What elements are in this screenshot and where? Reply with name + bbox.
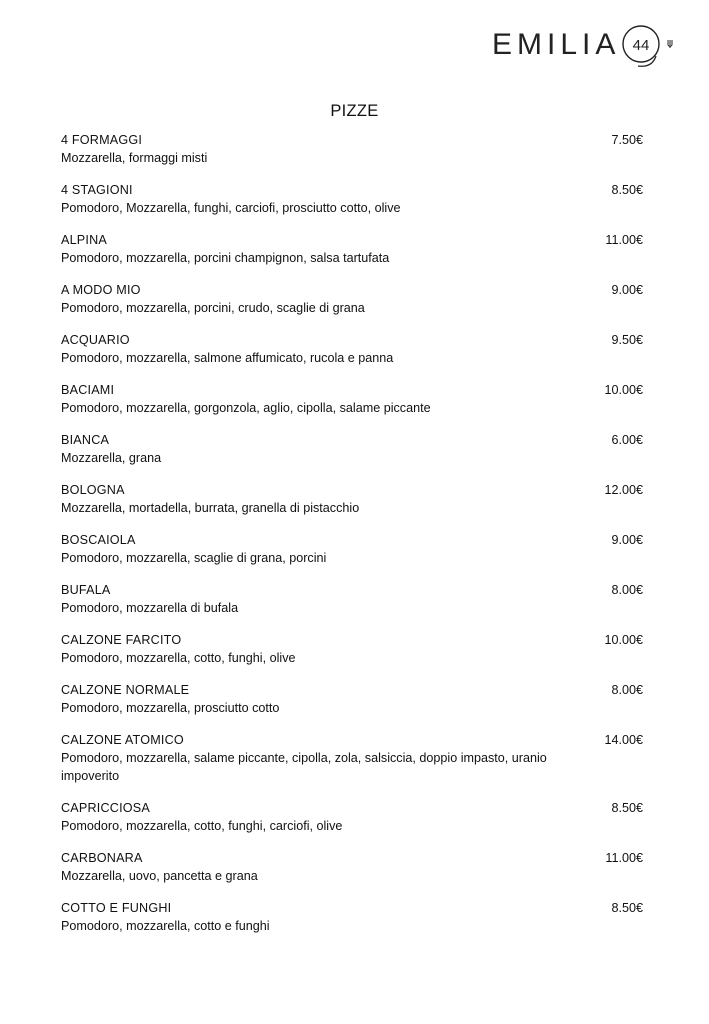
menu-item-name: BOLOGNA <box>61 483 125 497</box>
menu-item-name: COTTO E FUNGHI <box>61 901 172 915</box>
menu-item <box>61 331 643 367</box>
menu-item-description: Pomodoro, mozzarella, cotto e funghi <box>61 919 270 933</box>
menu-item-header <box>61 481 643 499</box>
menu-item-name: CALZONE ATOMICO <box>61 733 184 747</box>
menu-item <box>61 131 643 167</box>
menu-item-name: A MODO MIO <box>61 283 141 297</box>
menu-item-price: 11.00€ <box>605 851 643 865</box>
menu-item-header <box>61 899 643 917</box>
menu-item-header <box>61 431 643 449</box>
menu-list <box>61 131 643 949</box>
menu-item-header <box>61 849 643 867</box>
menu-item <box>61 899 643 935</box>
menu-item <box>61 681 643 717</box>
brand-badge: 44 <box>632 37 650 54</box>
menu-item-header <box>61 799 643 817</box>
menu-item-price: 8.00€ <box>611 583 643 597</box>
menu-item-description: Pomodoro, mozzarella, gorgonzola, aglio, cipolla, salame piccante <box>61 401 431 415</box>
fork-icon <box>668 40 672 48</box>
menu-item <box>61 581 643 617</box>
menu-item-name: BOSCAIOLA <box>61 533 136 547</box>
menu-item-description: Mozzarella, mortadella, burrata, granella di pistacchio <box>61 501 360 515</box>
menu-item-price: 6.00€ <box>611 433 643 447</box>
menu-item-header <box>61 231 643 249</box>
menu-item-price: 9.00€ <box>611 533 643 547</box>
menu-item-header <box>61 181 643 199</box>
brand-logo <box>490 14 690 74</box>
menu-item-name: 4 FORMAGGI <box>61 133 143 147</box>
menu-item-name: 4 STAGIONI <box>61 183 133 197</box>
menu-item-header <box>61 531 643 549</box>
menu-item-price: 12.00€ <box>604 483 643 497</box>
menu-item-description: Pomodoro, mozzarella, cotto, funghi, carciofi, olive <box>61 819 343 833</box>
menu-item-description: Pomodoro, Mozzarella, funghi, carciofi, prosciutto cotto, olive <box>61 201 401 215</box>
menu-item-header <box>61 631 643 649</box>
menu-item <box>61 481 643 517</box>
menu-item <box>61 799 643 835</box>
menu-item-price: 9.00€ <box>611 283 643 297</box>
menu-item-price: 8.50€ <box>611 901 643 915</box>
menu-item <box>61 281 643 317</box>
menu-item-description: Pomodoro, mozzarella, salmone affumicato, rucola e panna <box>61 351 394 365</box>
menu-item-price: 8.50€ <box>611 183 643 197</box>
menu-item-name: BUFALA <box>61 583 111 597</box>
menu-item-price: 14.00€ <box>604 733 643 747</box>
brand-name: EMILIA <box>492 28 621 61</box>
menu-item-header <box>61 281 643 299</box>
menu-item-price: 11.00€ <box>605 233 643 247</box>
menu-item-price: 8.50€ <box>611 801 643 815</box>
menu-item-price: 7.50€ <box>611 133 643 147</box>
menu-item-name: ACQUARIO <box>61 333 130 347</box>
menu-item-header <box>61 131 643 149</box>
menu-item-name: ALPINA <box>61 233 107 247</box>
menu-item <box>61 381 643 417</box>
menu-item-name: CALZONE NORMALE <box>61 683 190 697</box>
menu-item-name: BACIAMI <box>61 383 115 397</box>
menu-item-description: Mozzarella, grana <box>61 451 162 465</box>
emilia-logo-icon <box>490 14 690 74</box>
menu-item-name: CAPRICCIOSA <box>61 801 150 815</box>
menu-item-description: Pomodoro, mozzarella, salame piccante, cipolla, zola, salsiccia, doppio impasto, uranio impoverito <box>61 751 547 783</box>
menu-item-header <box>61 331 643 349</box>
menu-item-header <box>61 381 643 399</box>
menu-item-price: 8.00€ <box>611 683 643 697</box>
menu-item <box>61 181 643 217</box>
menu-item-header <box>61 731 643 749</box>
menu-item-price: 9.50€ <box>611 333 643 347</box>
menu-item-description: Pomodoro, mozzarella di bufala <box>61 601 239 615</box>
menu-item-header <box>61 581 643 599</box>
menu-item <box>61 631 643 667</box>
menu-item-price: 10.00€ <box>604 633 643 647</box>
menu-item-price: 10.00€ <box>604 383 643 397</box>
menu-item <box>61 731 643 785</box>
menu-item-description: Pomodoro, mozzarella, porcini, crudo, scaglie di grana <box>61 301 365 315</box>
menu-item-name: CARBONARA <box>61 851 143 865</box>
menu-item-description: Mozzarella, formaggi misti <box>61 151 208 165</box>
menu-item-description: Pomodoro, mozzarella, prosciutto cotto <box>61 701 280 715</box>
menu-item <box>61 849 643 885</box>
menu-item <box>61 431 643 467</box>
menu-item-description: Pomodoro, mozzarella, porcini champignon, salsa tartufata <box>61 251 390 265</box>
menu-item <box>61 231 643 267</box>
menu-item-description: Mozzarella, uovo, pancetta e grana <box>61 869 258 883</box>
menu-item-name: BIANCA <box>61 433 110 447</box>
menu-item-description: Pomodoro, mozzarella, cotto, funghi, olive <box>61 651 296 665</box>
menu-item-name: CALZONE FARCITO <box>61 633 182 647</box>
menu-item-header <box>61 681 643 699</box>
menu-item <box>61 531 643 567</box>
section-title: PIZZE <box>330 102 379 120</box>
menu-item-description: Pomodoro, mozzarella, scaglie di grana, porcini <box>61 551 327 565</box>
